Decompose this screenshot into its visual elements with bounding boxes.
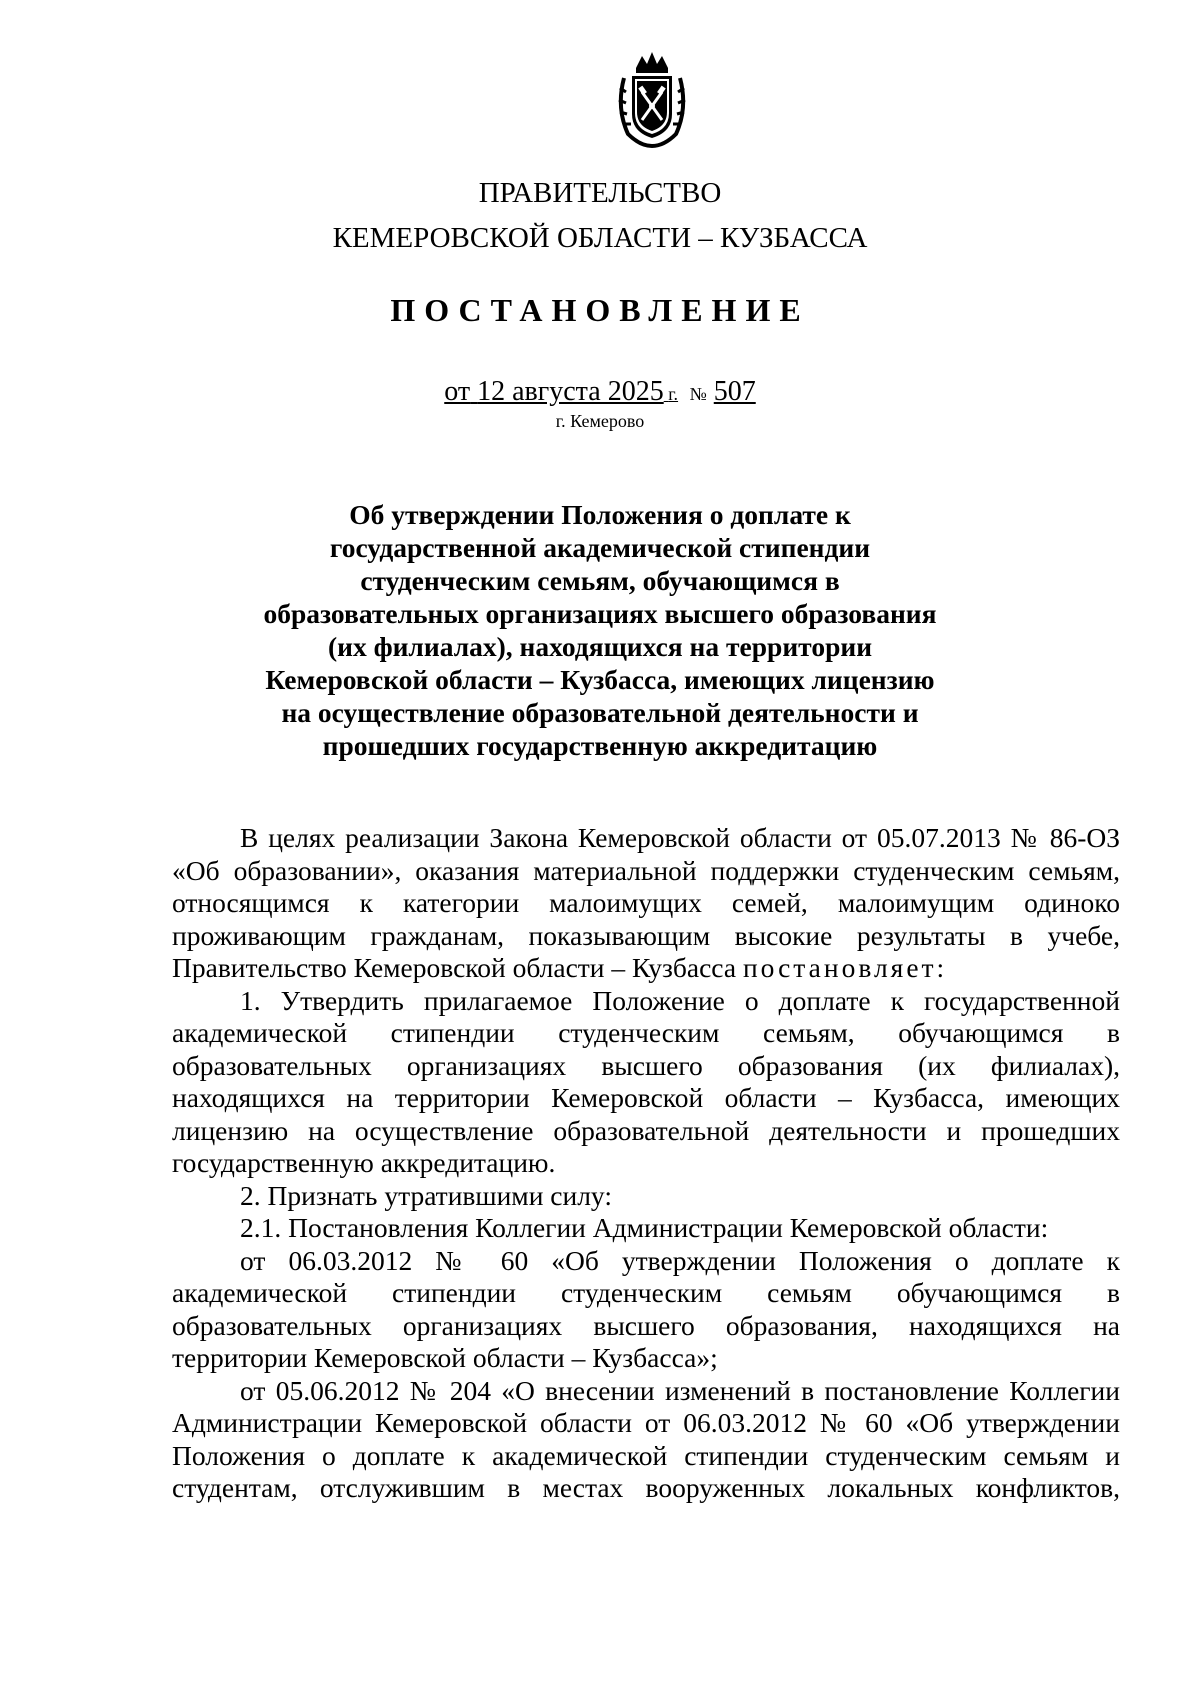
date-prefix: от <box>444 376 471 407</box>
body-line: академической стипендии студенческим семьям обучающимся в <box>172 1277 1120 1308</box>
government-subject: Правительство Кемеровской области – Кузбасса <box>172 952 737 983</box>
body-line: относящимся к категории малоимущих семей, малоимущим одиноко <box>172 887 1120 918</box>
title-line: образовательных организациях высшего образования <box>263 598 937 629</box>
body-line: от 06.03.2012 № 60 «Об утверждении Положения о доплате к <box>240 1244 1120 1276</box>
government-name-line1: ПРАВИТЕЛЬСТВО <box>478 177 722 209</box>
body-line: находящихся на территории Кемеровской области – Кузбасса, имеющих <box>172 1082 1120 1113</box>
title-line: (их филиалах), находящихся на территории <box>327 631 873 662</box>
body-line: Администрации Кемеровской области от 06.03.2012 № 60 «Об утверждении <box>172 1407 1120 1438</box>
title-line: прошедших государственную аккредитацию <box>322 730 878 761</box>
body-line: «Об образовании», оказания материальной поддержки студенческим семьям, <box>172 854 1120 886</box>
resolves-verb: постановляет: <box>742 952 948 983</box>
document-number: 507 <box>713 376 756 407</box>
document-title <box>170 498 1030 762</box>
city-label: г. Кемерово <box>555 411 645 431</box>
body-line: 1. Утвердить прилагаемое Положение о доплате к государственной <box>240 984 1120 1016</box>
body-line: государственную аккредитацию. <box>172 1147 556 1178</box>
body-line: 2. Признать утратившими силу: <box>240 1179 612 1211</box>
body-line <box>172 952 1120 985</box>
body-line: образовательных организациях высшего образования, находящихся на <box>172 1309 1120 1341</box>
title-line: Кемеровской области – Кузбасса, имеющих лицензию <box>265 664 935 695</box>
body-line: образовательных организациях высшего образования (их филиалах), <box>172 1049 1120 1081</box>
document-body <box>172 822 1120 1505</box>
body-line: В целях реализации Закона Кемеровской области от 05.07.2013 № 86-ОЗ <box>240 822 1120 853</box>
body-line: лицензию на осуществление образовательной деятельности и прошедших <box>172 1114 1120 1146</box>
government-name-line2: КЕМЕРОВСКОЙ ОБЛАСТИ – КУЗБАССА <box>332 222 868 254</box>
date-number-line <box>0 375 1200 411</box>
title-line: Об утверждении Положения о доплате к <box>349 499 851 530</box>
year-suffix: г. <box>668 384 679 404</box>
body-line: Положения о доплате к академической стипендии студенческим семьям и <box>172 1439 1120 1471</box>
coat-of-arms-icon <box>614 48 690 148</box>
title-line: студенческим семьям, обучающимся в <box>360 565 840 596</box>
body-line: 2.1. Постановления Коллегии Администрации Кемеровской области: <box>240 1212 1049 1243</box>
number-sign: № <box>689 384 707 404</box>
body-line: от 05.06.2012 № 204 «О внесении изменений в постановление Коллегии <box>240 1374 1120 1406</box>
body-line: проживающим гражданам, показывающим высокие результаты в учебе, <box>172 919 1120 951</box>
title-line: государственной академической стипендии <box>329 532 871 563</box>
document-date: 12 августа 2025 <box>477 376 664 407</box>
body-line: студентам, отслужившим в местах вооруженных локальных конфликтов, <box>172 1472 1120 1503</box>
body-line: академической стипендии студенческим семьям, обучающимся в <box>172 1017 1120 1048</box>
document-type-heading: ПОСТАНОВЛЕНИЕ <box>390 292 810 328</box>
body-line: территории Кемеровской области – Кузбасса»; <box>172 1342 718 1373</box>
title-line: на осуществление образовательной деятельности и <box>281 697 919 728</box>
